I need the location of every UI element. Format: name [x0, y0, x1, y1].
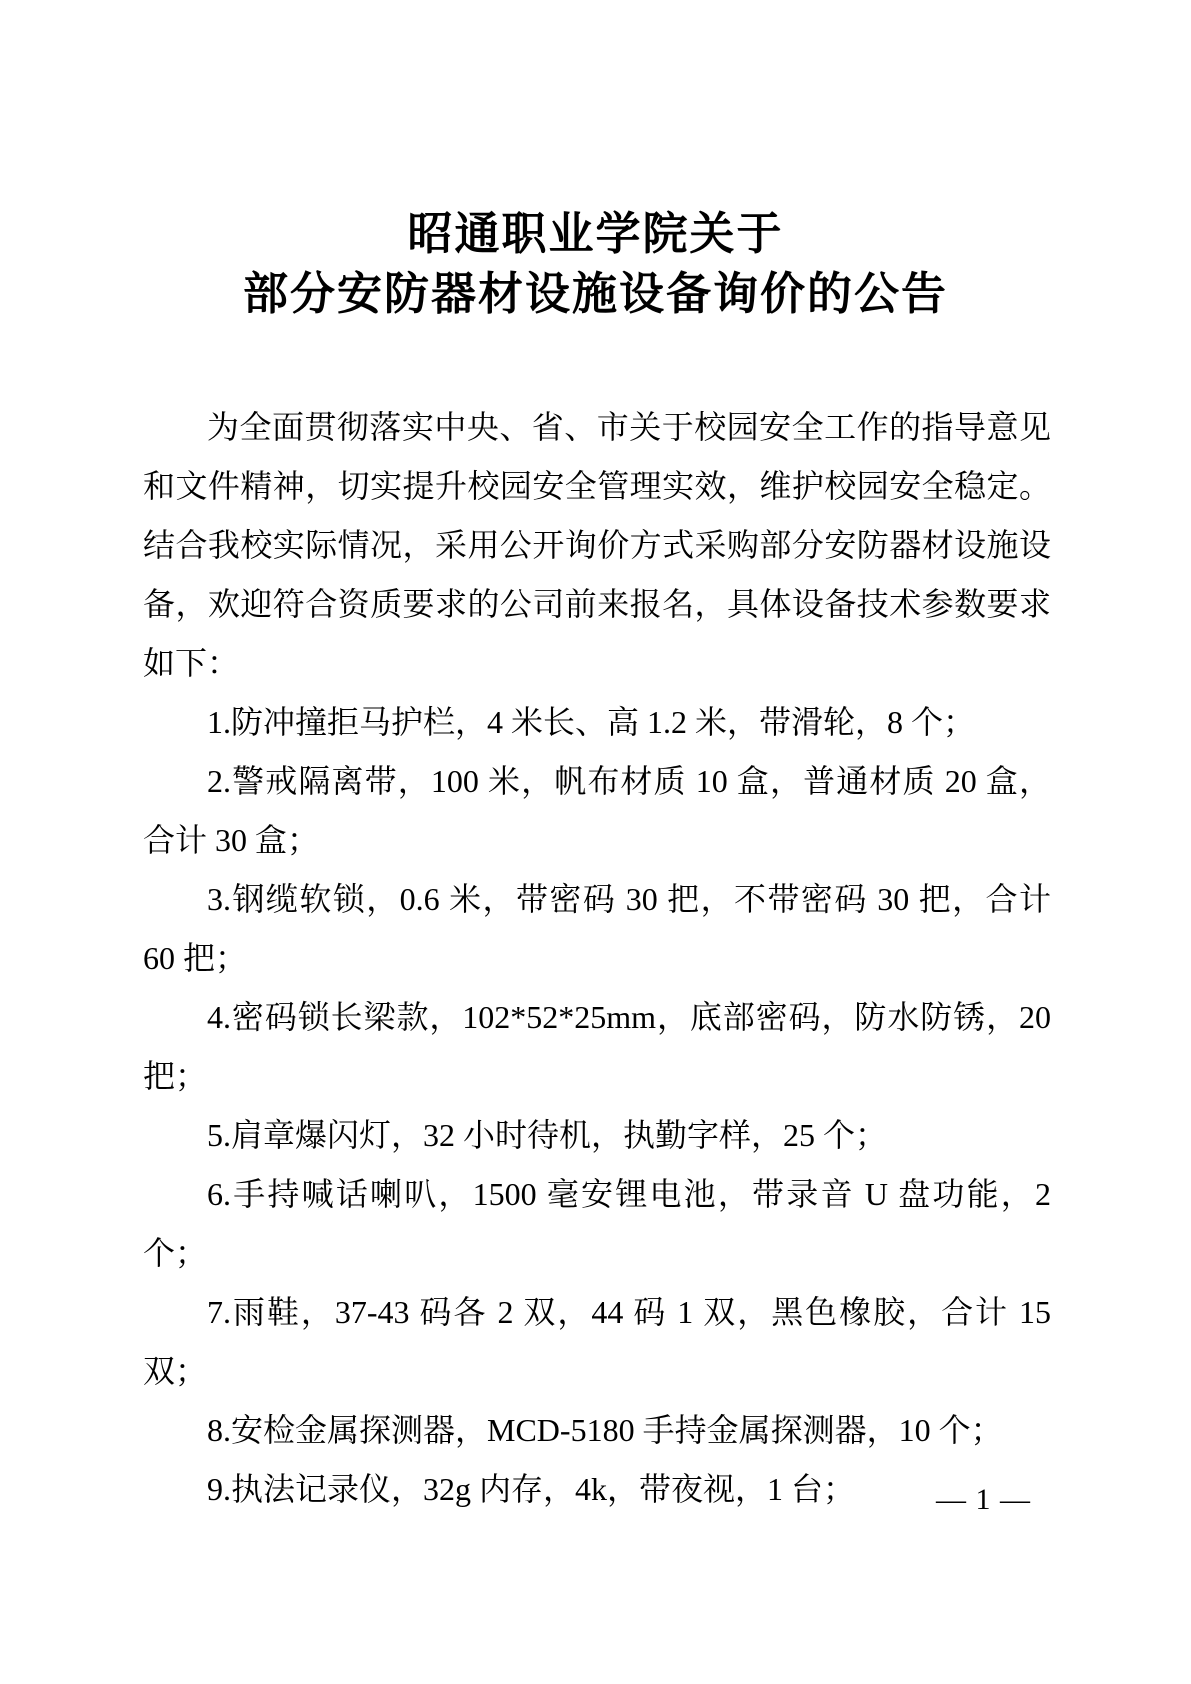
spec-item-1: 1.防冲撞拒马护栏，4 米长、高 1.2 米，带滑轮，8 个；	[207, 704, 976, 740]
spec-item-6: 6.手持喊话喇叭，1500 毫安锂电池，带录音 U 盘功能，2 个；	[143, 1176, 1051, 1271]
document-body	[143, 398, 1051, 1519]
spec-item-3: 3.钢缆软锁，0.6 米，带密码 30 把，不带密码 30 把，合计 60 把；	[143, 881, 1051, 976]
document-title	[0, 204, 1191, 324]
spec-item-2: 2.警戒隔离带，100 米，帆布材质 10 盒，普通材质 20 盒，合计 30 盒；	[143, 763, 1051, 858]
page-number: — 1 —	[936, 1483, 1031, 1516]
spec-item-9: 9.执法记录仪，32g 内存，4k，带夜视，1 台；	[207, 1471, 856, 1507]
spec-item-4: 4.密码锁长梁款，102*52*25mm，底部密码，防水防锈，20 把；	[143, 999, 1051, 1094]
title-line-2: 部分安防器材设施设备询价的公告	[242, 269, 948, 319]
spec-item-8: 8.安检金属探测器，MCD-5180 手持金属探测器，10 个；	[207, 1412, 1003, 1448]
spec-item-5: 5.肩章爆闪灯，32 小时待机，执勤字样，25 个；	[207, 1117, 888, 1153]
spec-item-7: 7.雨鞋，37-43 码各 2 双，44 码 1 双，黑色橡胶，合计 15 双；	[143, 1294, 1051, 1389]
intro-paragraph: 为全面贯彻落实中央、省、市关于校园安全工作的指导意见和文件精神，切实提升校园安全管理实效，维护校园安全稳定。结合我校实际情况，采用公开询价方式采购部分安防器材设施设备，欢迎符合资质要求的公司前来报名，具体设备技术参数要求如下：	[143, 409, 1051, 681]
title-line-1: 昭通职业学院关于	[407, 209, 784, 259]
